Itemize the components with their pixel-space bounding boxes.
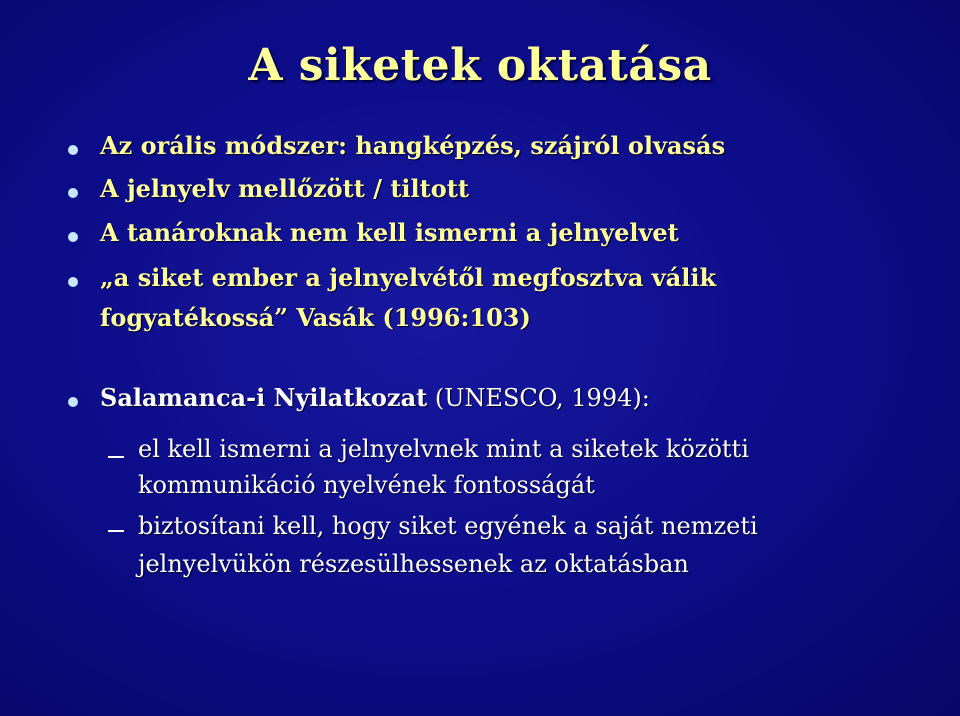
bullet-dot-icon — [68, 188, 78, 198]
sub-item-ensure-line-2: jelnyelvükön részesülhessenek az oktatásban — [138, 550, 689, 578]
sub-item-ensure-line-1: biztosítani kell, hogy siket egyének a saját nemzeti — [138, 512, 758, 540]
bullet-item-sign-language-neglected: A jelnyelv mellőzött / tiltott — [100, 174, 469, 203]
sub-item-recognize-line-2: kommunikáció nyelvének fontosságát — [138, 471, 595, 499]
slide-title: A siketek oktatása — [248, 40, 712, 91]
dash-icon — [108, 530, 124, 532]
salamanca-bold-label: Salamanca-i Nyilatkozat — [100, 383, 428, 412]
bullet-item-quote-line-1: „a siket ember a jelnyelvétől megfosztva válik — [100, 263, 717, 292]
salamanca-source: (UNESCO, 1994): — [427, 384, 650, 412]
bullet-dot-icon — [68, 232, 78, 242]
bullet-dot-icon — [68, 397, 78, 407]
bullet-dot-icon — [68, 277, 78, 287]
dash-icon — [108, 456, 124, 458]
bullet-dot-icon — [68, 145, 78, 155]
sub-item-recognize-line-1: el kell ismerni a jelnyelvnek mint a siketek közötti — [138, 435, 749, 463]
bullet-item-quote-line-2: fogyatékossá” Vasák (1996:103) — [100, 303, 531, 332]
bullet-item-oral-method: Az orális módszer: hangképzés, szájról olvasás — [100, 131, 726, 160]
bullet-item-teachers: A tanároknak nem kell ismerni a jelnyelvet — [100, 218, 679, 247]
bullet-item-salamanca — [100, 379, 650, 417]
